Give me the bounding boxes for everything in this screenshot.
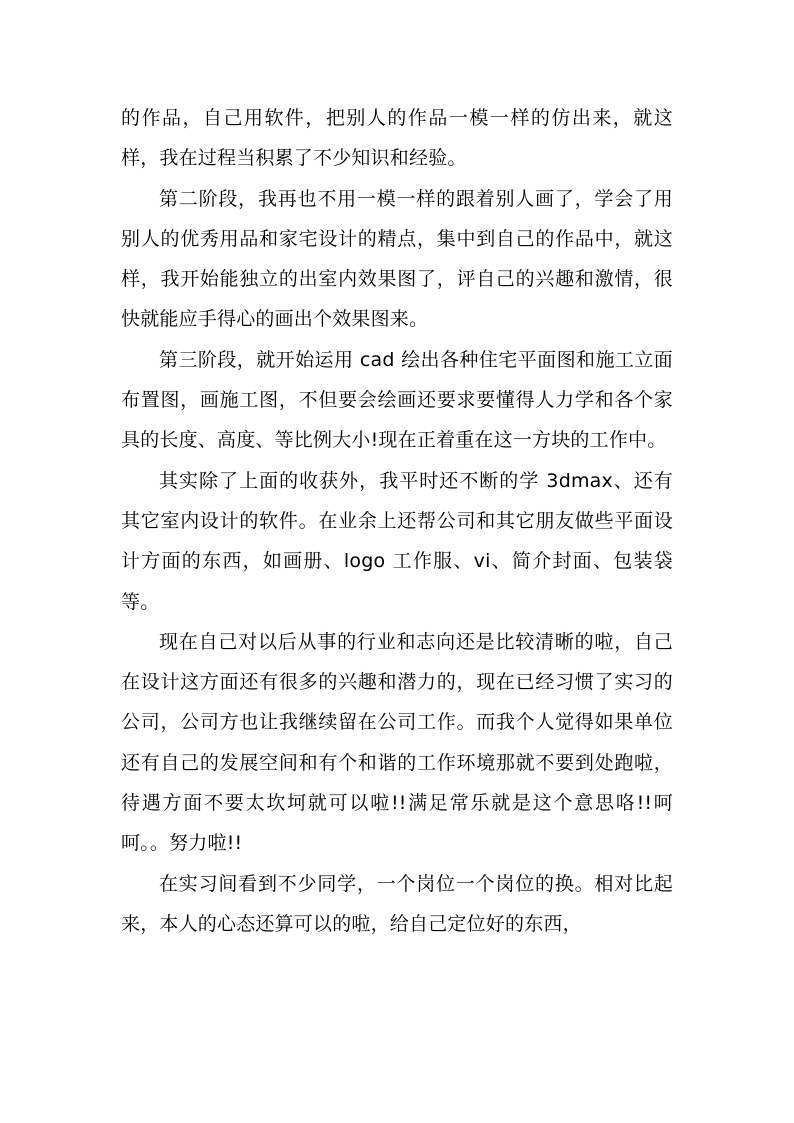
paragraph-4: 其实除了上面的收获外，我平时还不断的学 3dmax、还有其它室内设计的软件。在业余上还帮公司和其它朋友做些平面设计方面的东西，如画册、logo 工作服、vi、简介封面、包装袋等。 — [121, 469, 673, 613]
paragraph-1: 的作品，自己用软件，把别人的作品一模一样的仿出来，就这样，我在过程当积累了不少知识和经验。 — [121, 107, 673, 170]
paragraph-6: 在实习间看到不少同学，一个岗位一个岗位的换。相对比起来，本人的心态还算可以的啦，给自己定位好的东西， — [121, 872, 673, 935]
body-text — [121, 98, 673, 944]
paragraph-2: 第二阶段，我再也不用一模一样的跟着别人画了，学会了用别人的优秀用品和家宅设计的精点，集中到自己的作品中，就这样，我开始能独立的出室内效果图了，评自己的兴趣和激情，很快就能应手得心的画出个效果图来。 — [121, 187, 673, 331]
paragraph-3: 第三阶段，就开始运用 cad 绘出各种住宅平面图和施工立面布置图，画施工图，不但要会绘画还要求要懂得人力学和各个家具的长度、高度、等比例大小!现在正着重在这一方块的工作中。 — [121, 348, 673, 452]
paragraph-5: 现在自己对以后从事的行业和志向还是比较清晰的啦，自己在设计这方面还有很多的兴趣和潜力的，现在已经习惯了实习的公司，公司方也让我继续留在公司工作。而我个人觉得如果单位还有自己的发展空间和有个和谐的工作环境那就不要到处跑啦，待遇方面不要太坎坷就可以啦!!满足常乐就是这个意思咯!!呵呵。。努力啦!! — [121, 630, 673, 855]
